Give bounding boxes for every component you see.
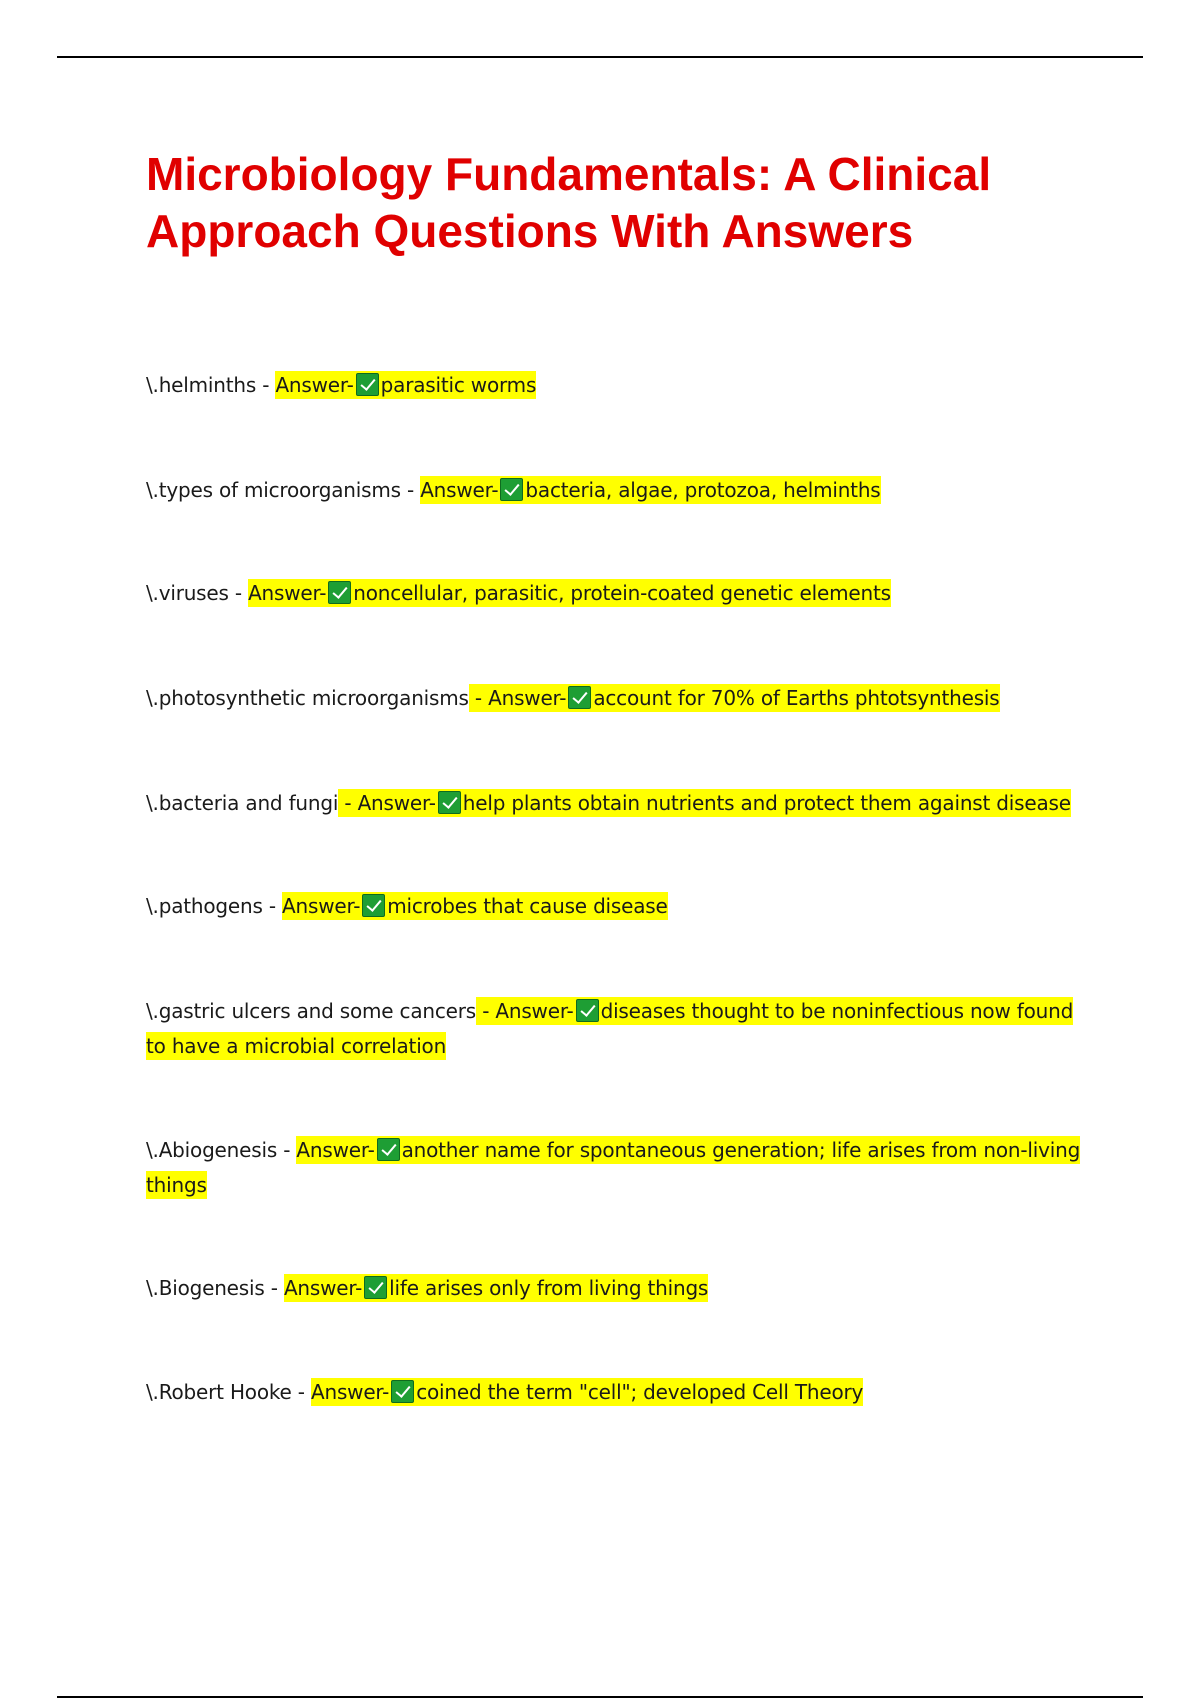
qa-item — [146, 994, 1096, 1064]
qa-term: \.helminths — [146, 373, 257, 397]
qa-separator: - — [228, 581, 249, 605]
check-mark-icon — [568, 686, 591, 709]
qa-item — [146, 473, 1096, 508]
qa-term: \.gastric ulcers and some cancers — [146, 999, 477, 1023]
answer-prefix: Answer- — [283, 1276, 363, 1300]
qa-item — [146, 1133, 1096, 1203]
qa-item — [146, 1271, 1096, 1306]
qa-term: \.bacteria and fungi — [146, 791, 339, 815]
qa-separator: - — [256, 373, 276, 397]
qa-item — [146, 786, 1096, 821]
qa-term: \.photosynthetic microorganisms — [146, 686, 469, 710]
qa-separator: - — [291, 1380, 311, 1404]
qa-answer: parasitic worms — [380, 373, 537, 397]
qa-answer-highlight — [282, 892, 668, 920]
qa-term: \.Robert Hooke — [146, 1380, 292, 1404]
qa-separator: - — [400, 478, 421, 502]
qa-separator: - — [277, 1138, 297, 1162]
qa-answer: diseases thought to be noninfectious now found to have a microbial correlation — [146, 999, 1074, 1058]
qa-item — [146, 1375, 1096, 1410]
qa-term: \.Abiogenesis — [146, 1138, 278, 1162]
qa-term: \.Biogenesis — [146, 1276, 265, 1300]
qa-item — [146, 576, 1096, 611]
check-mark-icon — [500, 478, 523, 501]
qa-answer: life arises only from living things — [389, 1276, 709, 1300]
answer-prefix: Answer- — [495, 999, 574, 1023]
check-mark-icon — [362, 894, 385, 917]
qa-separator: - — [338, 791, 358, 815]
qa-answer-highlight — [284, 1274, 708, 1302]
qa-answer: account for 70% of Earths phtotsynthesis — [593, 686, 1000, 710]
qa-answer-highlight — [420, 476, 880, 504]
qa-term: \.types of microorganisms — [146, 478, 401, 502]
qa-item — [146, 681, 1096, 716]
qa-answer-highlight — [338, 789, 1071, 817]
qa-answer-highlight — [311, 1378, 863, 1406]
top-divider — [57, 56, 1143, 58]
qa-item — [146, 368, 1096, 403]
bottom-divider — [57, 1696, 1143, 1698]
qa-answer-highlight — [248, 579, 891, 607]
qa-separator: - — [476, 999, 496, 1023]
qa-answer-highlight — [275, 371, 536, 399]
qa-answer: microbes that cause disease — [387, 894, 668, 918]
check-mark-icon — [377, 1138, 400, 1161]
qa-answer: coined the term "cell"; developed Cell Theory — [416, 1380, 864, 1404]
check-mark-icon — [356, 373, 379, 396]
answer-prefix: Answer- — [357, 791, 436, 815]
qa-answer: bacteria, algae, protozoa, helminths — [525, 478, 881, 502]
answer-prefix: Answer- — [275, 373, 354, 397]
qa-separator: - — [468, 686, 489, 710]
answer-prefix: Answer- — [488, 686, 567, 710]
qa-separator: - — [262, 894, 283, 918]
answer-prefix: Answer- — [420, 478, 499, 502]
qa-item — [146, 889, 1096, 924]
qa-answer: noncellular, parasitic, protein-coated genetic elements — [353, 581, 891, 605]
check-mark-icon — [328, 581, 351, 604]
qa-answer: another name for spontaneous generation; life arises from non-living things — [146, 1138, 1081, 1197]
qa-term: \.pathogens — [146, 894, 263, 918]
answer-prefix: Answer- — [296, 1138, 375, 1162]
answer-prefix: Answer- — [310, 1380, 390, 1404]
check-mark-icon — [391, 1380, 414, 1403]
answer-prefix: Answer- — [248, 581, 327, 605]
qa-term: \.viruses — [146, 581, 229, 605]
qa-separator: - — [264, 1276, 284, 1300]
qa-answer-highlight — [469, 684, 1000, 712]
check-mark-icon — [438, 791, 461, 814]
check-mark-icon — [364, 1276, 387, 1299]
qa-answer: help plants obtain nutrients and protect them against disease — [462, 791, 1071, 815]
answer-prefix: Answer- — [282, 894, 361, 918]
check-mark-icon — [576, 999, 599, 1022]
document-title: Microbiology Fundamentals: A Clinical Approach Questions With Answers — [146, 148, 992, 257]
